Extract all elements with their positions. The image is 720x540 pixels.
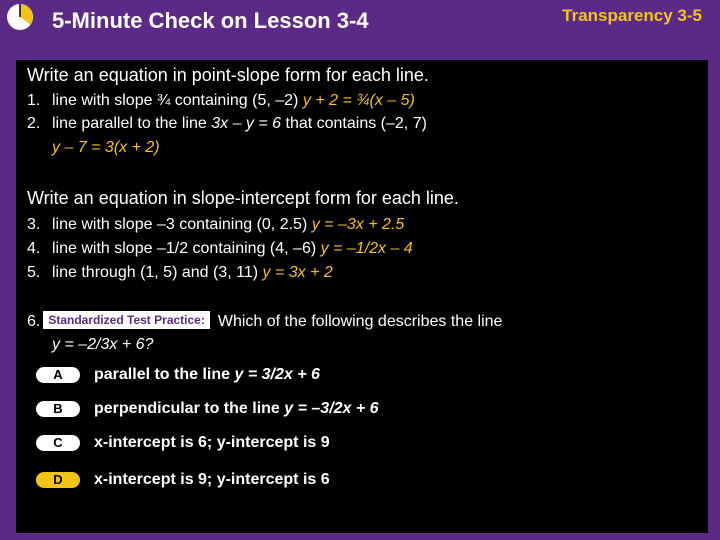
problem-5-answer: y = 3x + 2 <box>262 264 333 281</box>
choice-b-equation: y = –3/2x + 6 <box>284 400 379 417</box>
choice-d-text: x-intercept is 9; y-intercept is 6 <box>94 471 330 488</box>
choice-b[interactable] <box>36 400 379 422</box>
section2-heading: Write an equation in slope-intercept form for each line. <box>27 188 459 208</box>
problem-6-prompt: Which of the following describes the line <box>217 313 503 330</box>
problem-2-equation: 3x – y = 6 <box>211 115 282 132</box>
problem-2-text-a: line parallel to the line <box>52 115 207 132</box>
choice-a-equation: y = 3/2x + 6 <box>234 366 320 383</box>
content-panel <box>16 60 708 533</box>
problem-4-text: line with slope –1/2 containing (4, –6) <box>52 240 317 257</box>
problem-6-equation: y = –2/3x + 6? <box>52 336 154 353</box>
problem-2-number: 2. <box>27 115 41 132</box>
page-title: 5-Minute Check on Lesson 3-4 <box>52 8 369 33</box>
problem-3-number: 3. <box>27 216 41 233</box>
choice-d-letter[interactable]: D <box>36 472 80 488</box>
choice-a[interactable] <box>36 366 320 388</box>
problem-6 <box>27 311 502 331</box>
problem-3 <box>27 216 404 234</box>
choice-c-letter[interactable]: C <box>36 435 80 451</box>
problem-3-answer: y = –3x + 2.5 <box>311 216 405 233</box>
problem-5-text: line through (1, 5) and (3, 11) <box>52 264 259 281</box>
problem-6-number: 6. <box>27 313 41 330</box>
choice-a-text <box>94 366 320 384</box>
header-bar <box>0 0 720 58</box>
choice-c-text: x-intercept is 6; y-intercept is 9 <box>94 434 330 451</box>
problem-4-answer: y = –1/2x – 4 <box>320 240 413 257</box>
problem-2-answer: y – 7 = 3(x + 2) <box>52 139 160 156</box>
problem-2-text-b: that contains (–2, 7) <box>285 115 427 132</box>
choice-b-letter[interactable]: B <box>36 401 80 417</box>
problem-4 <box>27 240 413 258</box>
problem-5 <box>27 264 333 282</box>
problem-1-number: 1. <box>27 92 41 109</box>
problem-1-answer: y + 2 = ¾(x – 5) <box>302 92 415 109</box>
choice-b-label: perpendicular to the line <box>94 400 280 417</box>
section1-heading: Write an equation in point-slope form for each line. <box>27 65 429 85</box>
problem-5-number: 5. <box>27 264 41 281</box>
choice-a-letter[interactable]: A <box>36 367 80 383</box>
choice-a-label: parallel to the line <box>94 366 231 383</box>
choice-d[interactable] <box>36 471 330 493</box>
problem-2 <box>27 115 427 133</box>
standardized-test-badge: Standardized Test Practice: <box>43 311 210 329</box>
clock-icon <box>6 3 34 31</box>
problem-1-text: line with slope ¾ containing (5, –2) <box>52 92 299 109</box>
problem-3-text: line with slope –3 containing (0, 2.5) <box>52 216 308 233</box>
problem-1 <box>27 92 415 110</box>
choice-c[interactable] <box>36 434 330 456</box>
transparency-label: Transparency 3-5 <box>562 6 702 25</box>
problem-4-number: 4. <box>27 240 41 257</box>
choice-b-text <box>94 400 379 418</box>
